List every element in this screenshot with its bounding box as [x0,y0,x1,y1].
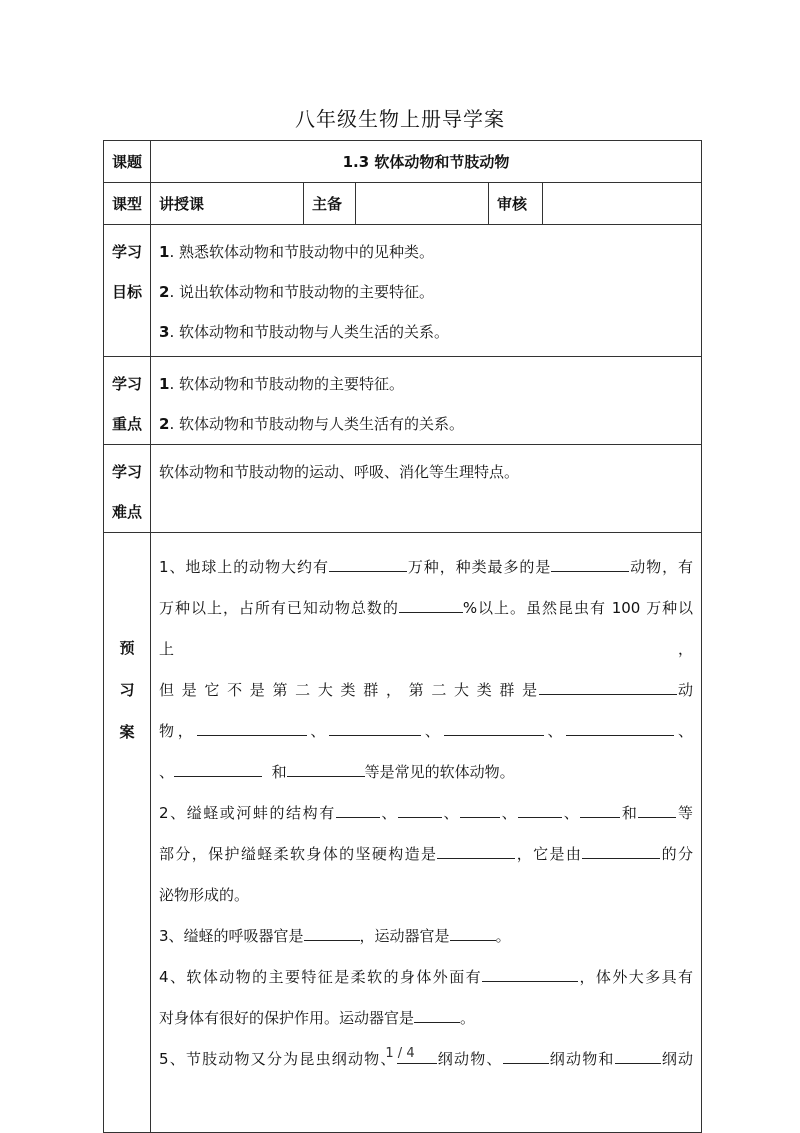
blank [329,557,407,572]
review-value [543,183,702,225]
blank [336,803,380,818]
goal-item: 3. 软体动物和节肢动物与人类生活的关系。 [159,323,449,341]
preview-label [104,533,151,1133]
prep-label: 主备 [304,183,356,225]
q3-line1: 3、缢蛏的呼吸器官是 ，运动器官是 。 [159,927,511,945]
q4-line2: 对身体有很好的保护作用。运动器官是 。 [159,1009,476,1027]
key-label-line2: 重点 [111,415,142,433]
blank [287,762,365,777]
blank [414,1008,460,1023]
type-label: 课型 [104,183,151,225]
blank [174,762,262,777]
blank [437,844,515,859]
q2-line2: 部分，保护缢蛏柔软身体的坚硬构造是 ，它是由 的分 [159,845,694,863]
blank [582,844,660,859]
topic-row [104,141,702,183]
review-label: 审核 [489,183,543,225]
key-content [151,357,702,445]
key-label-line1: 学习 [111,375,142,393]
blank [518,803,562,818]
q1-line4: 物， 、 、 、 、 [159,722,694,740]
blank [399,598,463,613]
difficulty-label [104,445,151,533]
blank [551,557,629,572]
difficulty-content [151,445,702,533]
difficulty-text: 软体动物和节肢动物的运动、呼吸、消化等生理特点。 [159,463,520,481]
goals-label-line1: 学习 [111,243,142,261]
goals-label-line2: 目标 [111,283,142,301]
topic-value: 1.3 软体动物和节肢动物 [151,141,702,183]
key-row [104,357,702,445]
difficulty-row [104,445,702,533]
topic-label: 课题 [104,141,151,183]
blank [444,721,544,736]
q1-line5: 、 和 等是常见的软体动物。 [159,763,515,781]
preview-label-char: 预 [119,639,135,657]
prep-value [356,183,489,225]
type-row [104,183,702,225]
preview-label-char: 习 [119,681,135,699]
page-number: 1 / 4 [385,1046,415,1061]
q1-line1: 1、地球上的动物大约有 万种，种类最多的是 动物，有 [159,558,694,576]
q1-line3: 但 是 它 不 是 第 二 大 类 群 ， 第 二 大 类 群 是 动 [159,681,694,699]
key-item: 1. 软体动物和节肢动物的主要特征。 [159,375,404,393]
page-title: 八年级生物上册导学案 [295,107,505,131]
goals-row [104,225,702,357]
blank [638,803,676,818]
difficulty-label-line1: 学习 [111,463,142,481]
q1-line2: 万种以上，占所有已知动物总数的 %以上。虽然昆虫有 100 万种以上， [159,599,694,658]
q5-line1: 5、节肢动物又分为昆虫纲动物、 纲动物、 纲动物和 纲动 [159,1050,694,1068]
type-value: 讲授课 [151,183,304,225]
blank [460,803,500,818]
q2-line1: 2、缢蛏或河蚌的结构有 、 、 、 、 和 等 [159,804,694,822]
blank [566,721,674,736]
blank [482,967,578,982]
blank [398,803,442,818]
blank [197,721,307,736]
blank [304,926,360,941]
key-label [104,357,151,445]
preview-label-char: 案 [119,723,135,741]
blank [450,926,496,941]
preview-content [151,533,702,1133]
blank [580,803,620,818]
goals-label [104,225,151,357]
blank [329,721,421,736]
goal-item: 2. 说出软体动物和节肢动物的主要特征。 [159,283,434,301]
q2-line3: 泌物形成的。 [159,886,250,904]
goal-item: 1. 熟悉软体动物和节肢动物中的见种类。 [159,243,434,261]
blank [539,680,677,695]
study-guide-table [103,140,702,1133]
q4-line1: 4、软体动物的主要特征是柔软的身体外面有 ，体外大多具有 [159,968,694,986]
goals-content [151,225,702,357]
difficulty-label-line2: 难点 [111,503,142,521]
key-item: 2. 软体动物和节肢动物与人类生活有的关系。 [159,415,464,433]
preview-row [104,533,702,1133]
